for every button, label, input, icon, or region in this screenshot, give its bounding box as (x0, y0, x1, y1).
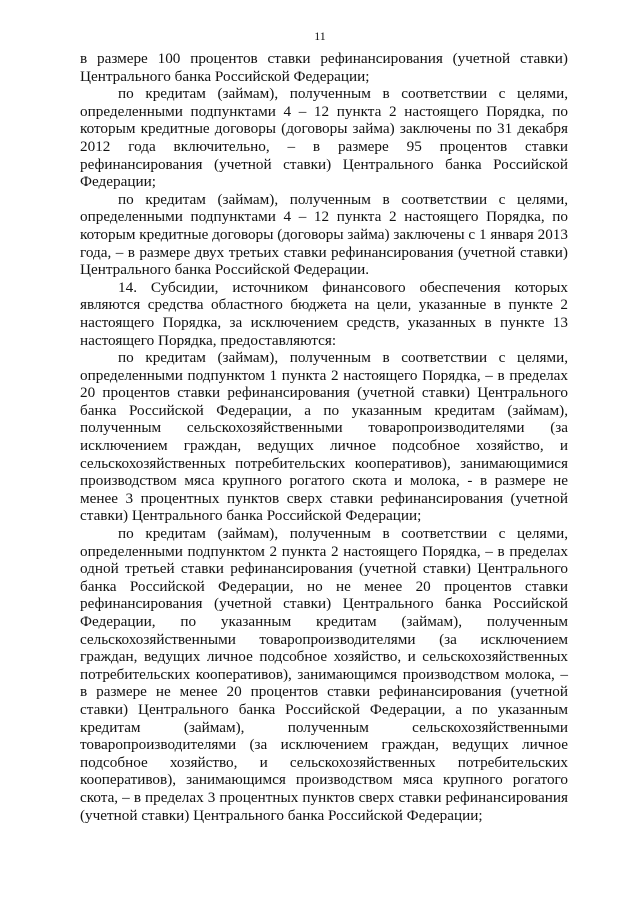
paragraph-subclause-95-percent: по кредитам (займам), полученным в соответствии с целями, определенными подпунктами 4 – 12 пункта 2 настоящего Порядка, по которым кредитные договоры (договоры займа) заключены по 31 декабря 2012 года включительно, – в размере 95 процентов ставки рефинансирования (учетной ставки) Центрального банка Российской Федерации; (80, 85, 568, 191)
document-body (80, 50, 568, 824)
paragraph-clause-14: 14. Субсидии, источником финансового обеспечения которых являются средства областного бюджета на цели, указанные в пункте 2 настоящего Порядка, за исключением средств, указанных в пункте 13 настоящего Порядка, предоставляются: (80, 278, 568, 349)
paragraph-subclause-1: по кредитам (займам), полученным в соответствии с целями, определенными подпунктом 1 пункта 2 настоящего Порядка, – в пределах 20 процентов ставки рефинансирования (учетной ставки) Центрального банка Российской Федерации, а по указанным кредитам (займам), полученным сельскохозяйственными товаропроизводителями (за исключением граждан, ведущих личное подсобное хозяйство, и сельскохозяйственных потребительских кооперативов), занимающимися производством мяса крупного рогатого скота и молока, - в размере не менее 3 процентных пунктов сверх ставки рефинансирования (учетной ставки) Центрального банка Российской Федерации; (80, 349, 568, 525)
paragraph-continuation: в размере 100 процентов ставки рефинансирования (учетной ставки) Центрального банка Российской Федерации; (80, 50, 568, 85)
paragraph-subclause-two-thirds: по кредитам (займам), полученным в соответствии с целями, определенными подпунктами 4 – 12 пункта 2 настоящего Порядка, по которым кредитные договоры (договоры займа) заключены с 1 января 2013 года, – в размере двух третьих ставки рефинансирования (учетной ставки) Центрального банка Российской Федерации. (80, 190, 568, 279)
page-number: 11 (314, 29, 326, 43)
paragraph-subclause-2: по кредитам (займам), полученным в соответствии с целями, определенными подпунктом 2 пункта 2 настоящего Порядка, – в пределах одной третьей ставки рефинансирования (учетной ставки) Центрального банка Российской Федерации, но не менее 20 процентов ставки рефинансирования (учетной ставки) Центрального банка Российской Федерации, по указанным кредитам (займам), полученным сельскохозяйственными товаропроизводителями (за исключением граждан, ведущих личное подсобное хозяйство, и сельскохозяйственных потребительских кооперативов), занимающимся производством молока, – в размере не менее 20 процентов ставки рефинансирования (учетной ставки) Центрального банка Российской Федерации, а по указанным кредитам (займам), полученным сельскохозяйственными товаропроизводителями (за исключением граждан, ведущих личное подсобное хозяйство, и сельскохозяйственных потребительских кооперативов), занимающимся производством мяса крупного рогатого скота, – в пределах 3 процентных пунктов сверх ставки рефинансирования (учетной ставки) Центрального банка Российской Федерации; (80, 525, 568, 824)
